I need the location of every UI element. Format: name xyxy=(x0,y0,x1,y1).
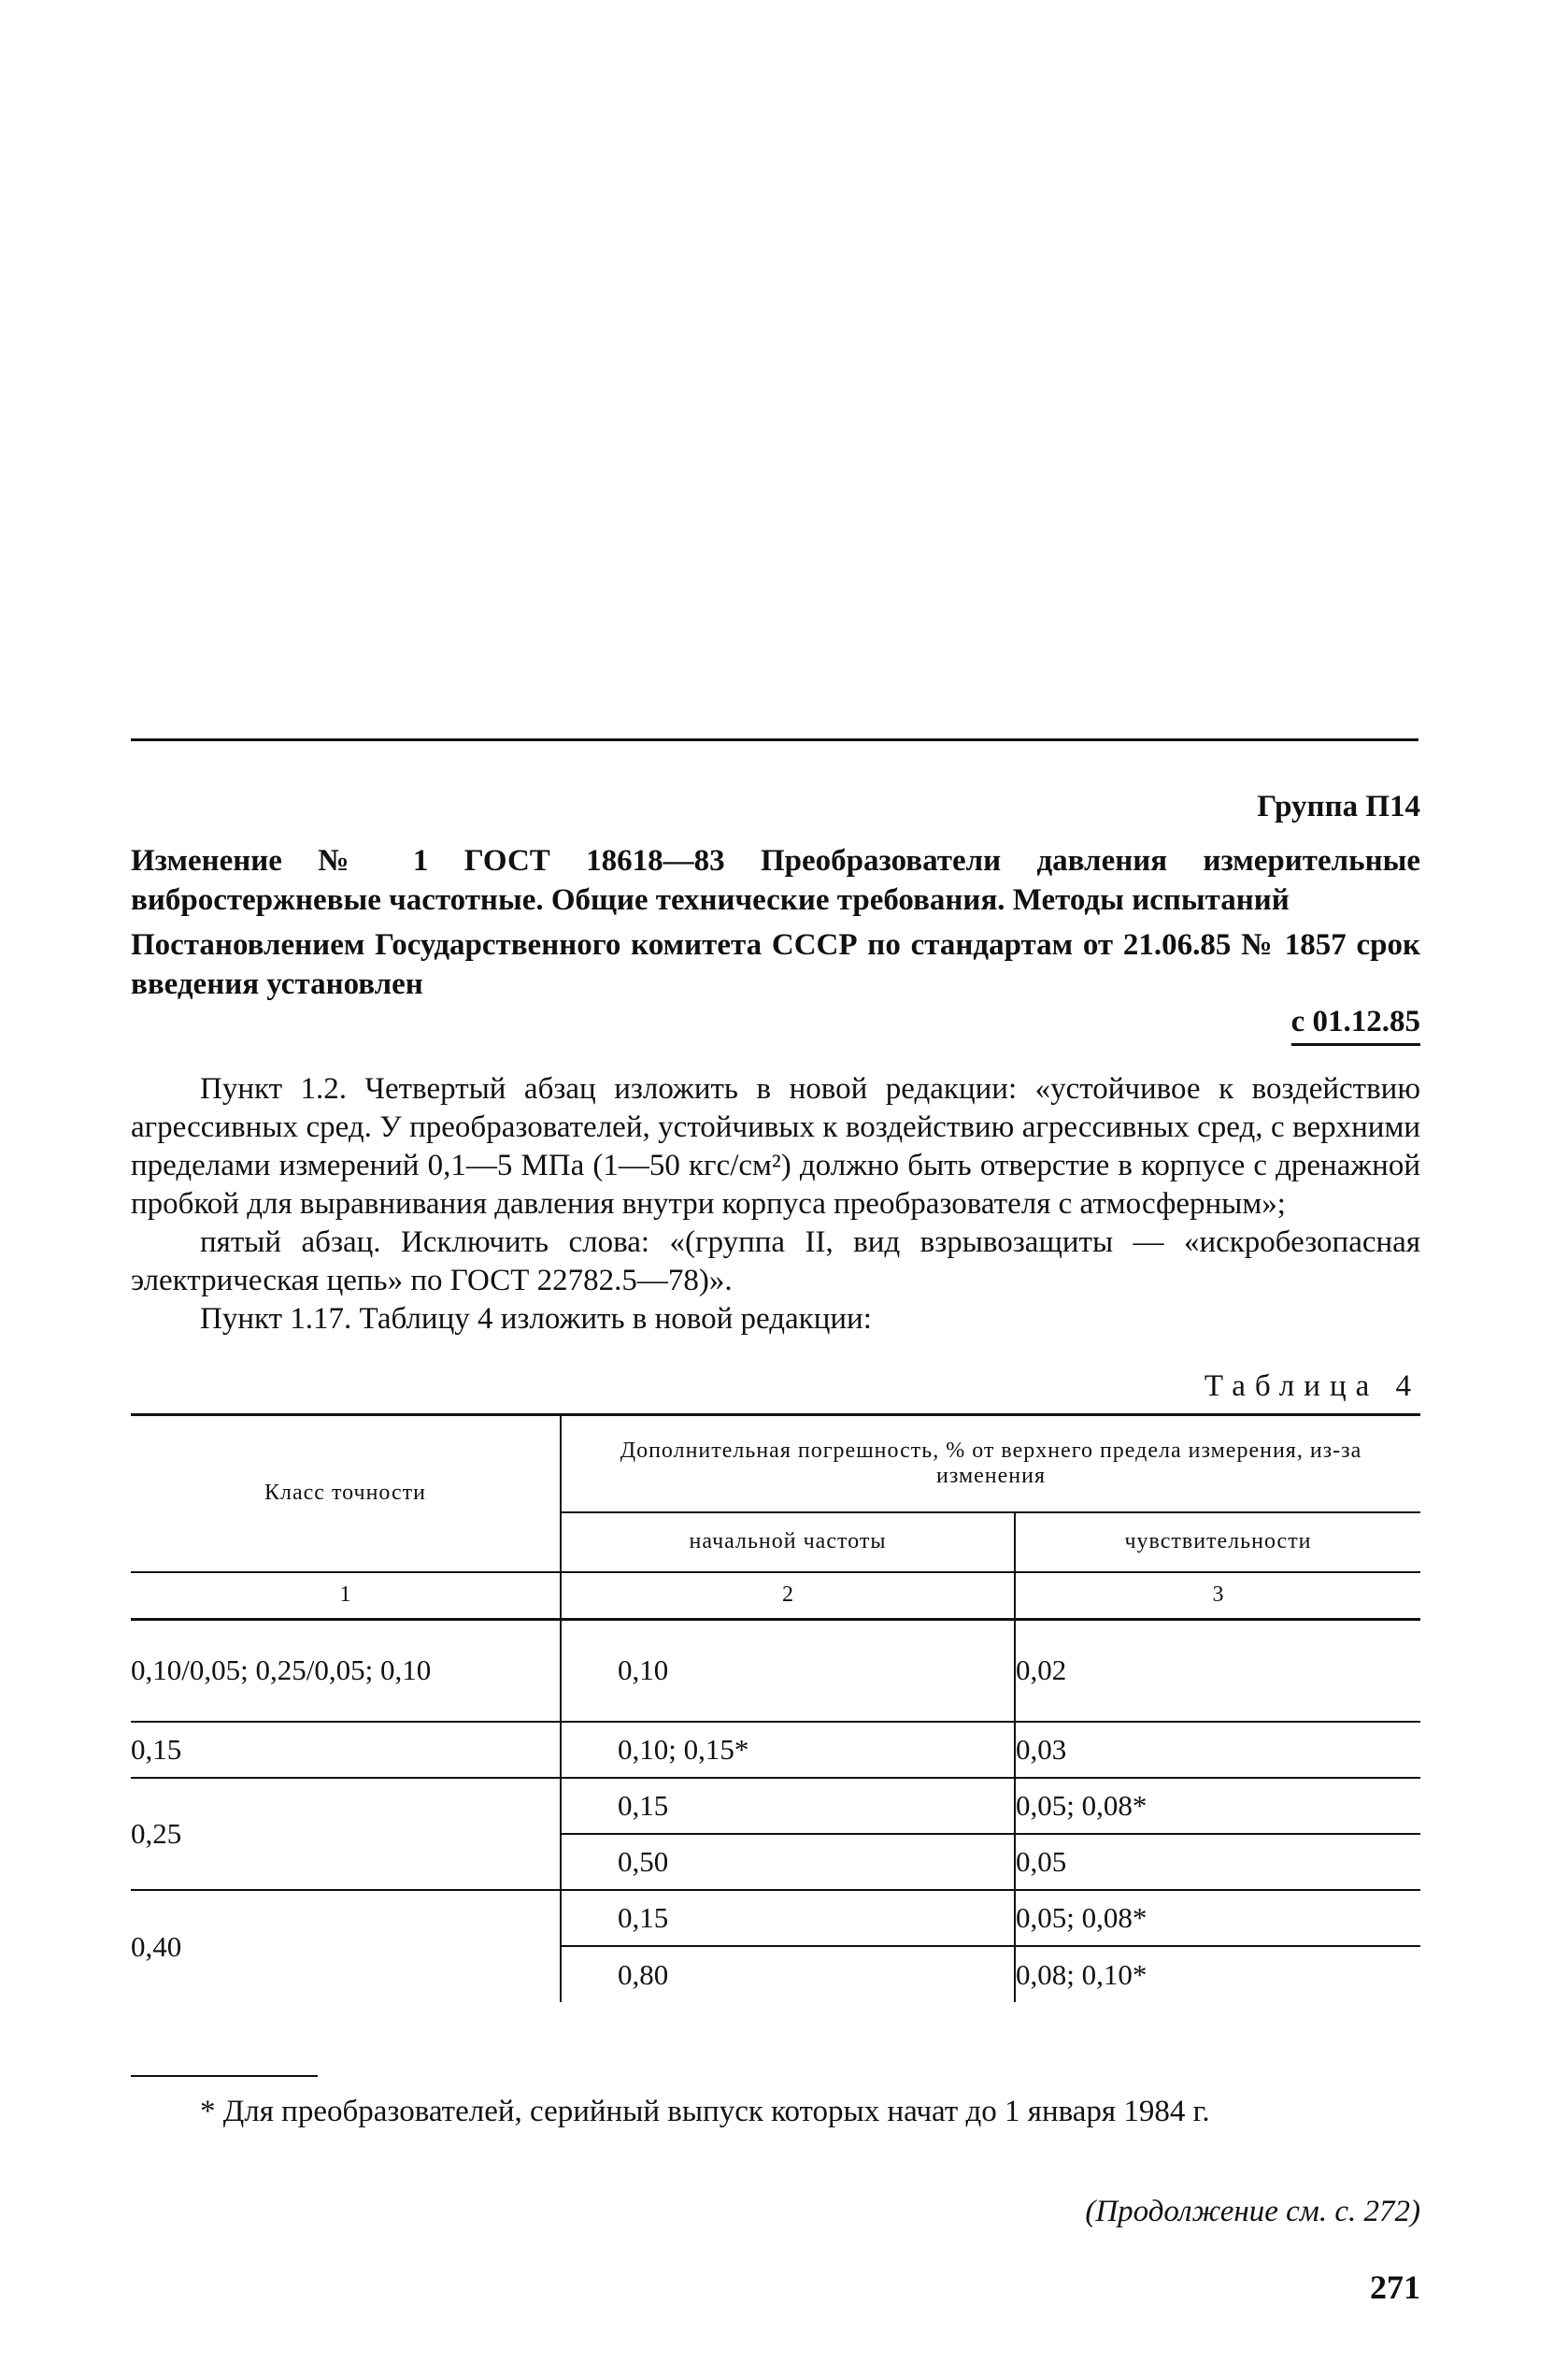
paragraph-1: Пункт 1.2. Четвертый абзац изложить в новой редакции: «устойчивое к воздействию агрессивных сред. У преобразователей, устойчивых к воздействию агрессивных сред, с верхними пределами измерений 0,1—5 МПа (1—50 кгс/см²) должно быть отверстие в корпусе с дренажной пробкой для выравнивания давления внутри корпуса преобразователя с атмосферным»; xyxy=(131,1072,1420,1221)
group-header: Дополнительная погрешность, % от верхнего предела измерения, из-за изменения xyxy=(561,1415,1420,1512)
class-cell: 0,25 xyxy=(131,1778,561,1890)
table-row xyxy=(131,1619,1420,1722)
freq-cell: 0,15 xyxy=(561,1890,1015,1946)
accuracy-table xyxy=(131,1413,1420,2002)
table-row xyxy=(131,1778,1420,1834)
paragraph-3: Пункт 1.17. Таблицу 4 изложить в новой редакции: xyxy=(200,1302,872,1336)
sens-cell: 0,03 xyxy=(1016,1733,1067,1766)
class-cell: 0,10/0,05; 0,25/0,05; 0,10 xyxy=(131,1619,561,1722)
class-cell: 0,40 xyxy=(131,1890,561,2002)
footnote: * Для преобразователей, серийный выпуск которых начат до 1 января 1984 г. xyxy=(200,2095,1210,2128)
col1-header: Класс точности xyxy=(131,1415,561,1572)
body-text xyxy=(131,1070,1420,1338)
footnote-rule xyxy=(131,2075,318,2077)
table-row xyxy=(131,1890,1420,1946)
sens-cell: 0,05; 0,08* xyxy=(1016,1901,1147,1934)
table-row xyxy=(131,1722,1420,1778)
freq-cell: 0,10; 0,15* xyxy=(561,1722,1015,1778)
freq-cell: 0,15 xyxy=(561,1778,1015,1834)
col-number-2: 2 xyxy=(561,1572,1015,1620)
table-caption: Таблица 4 xyxy=(1204,1369,1420,1403)
paragraph-2: пятый абзац. Исключить слова: «(группа II, вид взрывозащиты — «искробезопасная электрическая цепь» по ГОСТ 22782.5—78)». xyxy=(131,1225,1420,1297)
sens-cell: 0,05; 0,08* xyxy=(1016,1789,1147,1822)
sens-cell: 0,05 xyxy=(1016,1845,1067,1878)
freq-cell: 0,80 xyxy=(561,1946,1015,2002)
continuation-note: (Продолжение см. с. 272) xyxy=(1085,2195,1420,2228)
col2-header: начальной частоты xyxy=(561,1512,1015,1572)
top-rule xyxy=(131,738,1418,741)
col-number-3: 3 xyxy=(1212,1582,1224,1607)
change-title: Изменение № 1 ГОСТ 18618—83 Преобразователи давления измерительные виброcтержневые частотные. Общие технические требования. Методы испытаний xyxy=(131,844,1420,917)
class-cell: 0,15 xyxy=(131,1722,561,1778)
decree-text: Постановлением Государственного комитета СССР по стандартам от 21.06.85 № 1857 срок введения установлен xyxy=(131,928,1420,1001)
page-number: 271 xyxy=(1370,2269,1420,2306)
freq-cell: 0,10 xyxy=(561,1619,1015,1722)
sens-cell: 0,08; 0,10* xyxy=(1016,1957,1147,1991)
group-label: Группа П14 xyxy=(1257,790,1420,823)
effective-date: с 01.12.85 xyxy=(1291,1005,1420,1046)
sens-cell: 0,02 xyxy=(1016,1653,1067,1687)
col-number-1: 1 xyxy=(131,1572,561,1620)
col3-header: чувствительности xyxy=(1015,1512,1420,1572)
freq-cell: 0,50 xyxy=(561,1834,1015,1890)
